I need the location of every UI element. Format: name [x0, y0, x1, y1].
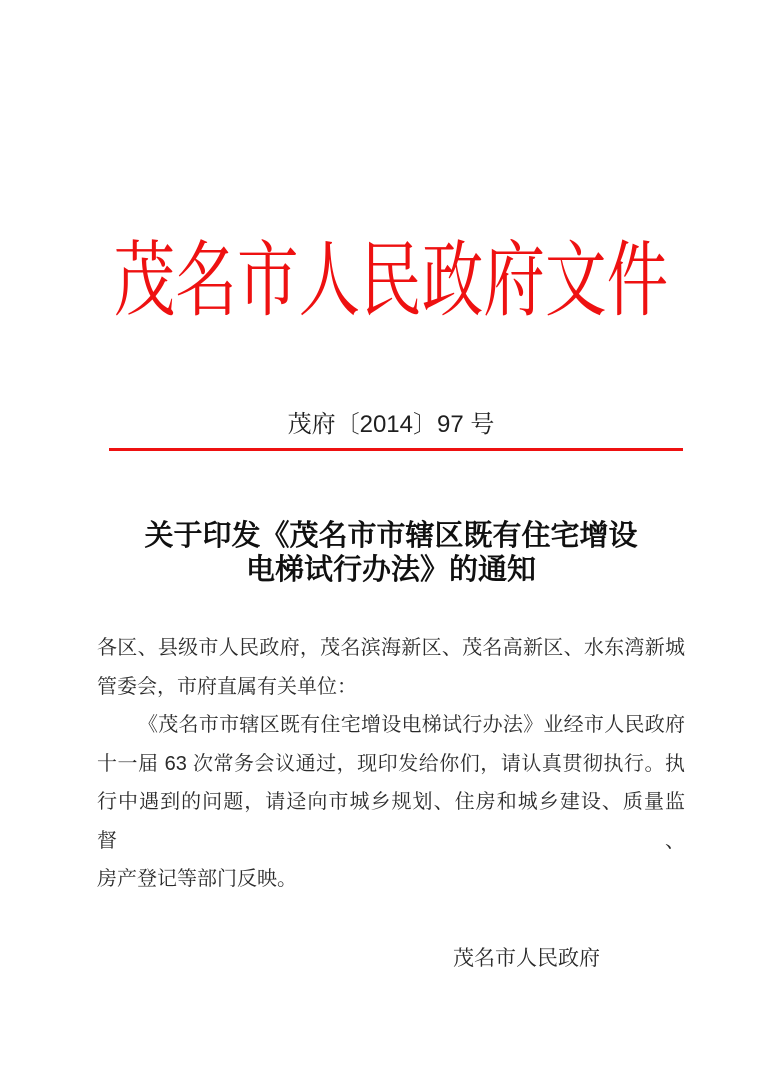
body-paragraph-line-4: 房产登记等部门反映。 [97, 868, 297, 890]
document-title-line-2: 电梯试行办法》的通知 [245, 554, 536, 586]
letterhead-org-title: 茂名市人民政府文件 [113, 233, 669, 327]
addressee-line-2: 管委会，市府直属有关单位： [97, 675, 357, 698]
signature-org-name: 茂名市人民政府 [453, 947, 600, 970]
document-number: 茂府〔2014〕97 号 [287, 411, 495, 438]
body-paragraph-line-1: 《茂名市市辖区既有住宅增设电梯试行办法》业经市人民政府 [138, 714, 685, 736]
document-content [97, 0, 685, 1090]
document-title [97, 519, 685, 587]
body-paragraph-line-2: 十一届 63 次常务会议通过，现印发给你们，请认真贯彻执行。执 [97, 752, 685, 775]
addressee-line-1: 各区、县级市人民政府，茂名滨海新区、茂名高新区、水东湾新城 [97, 637, 685, 659]
red-separator-rule [109, 448, 683, 451]
document-title-line-1: 关于印发《茂名市市辖区既有住宅增设 [144, 520, 638, 552]
body-paragraph-line-3: 行中遇到的问题，请迳向市城乡规划、住房和城乡建设、质量监督、 [97, 791, 685, 852]
document-body [97, 629, 685, 899]
letterhead [97, 228, 685, 332]
